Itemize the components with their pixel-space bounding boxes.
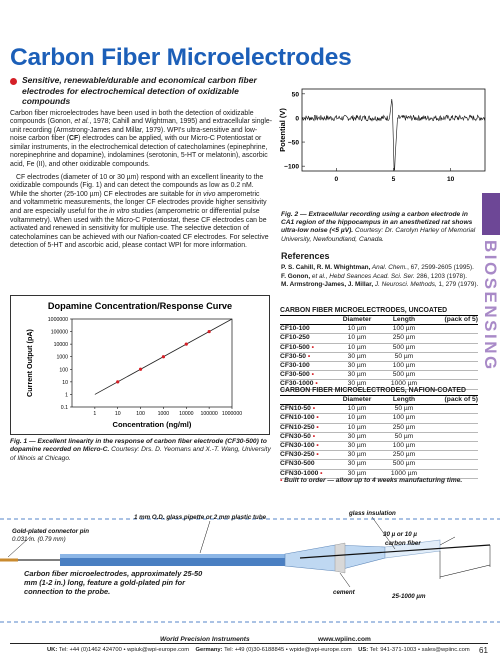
y-tick-label: 100000 bbox=[50, 329, 68, 336]
references-section bbox=[281, 251, 481, 290]
length-dimension-line bbox=[440, 565, 490, 577]
table-header bbox=[280, 316, 478, 325]
built-to-order-marker: • bbox=[309, 343, 314, 351]
headline: Sensitive, renewable/durable and economical carbon fiber electrodes for electrochemical detection of oxidizable compounds bbox=[22, 75, 257, 106]
diameter-cell: 30 µm bbox=[347, 432, 367, 440]
product-code: CFN10-250 • bbox=[280, 423, 319, 431]
column-header-pack: (pack of 5) bbox=[444, 316, 478, 323]
length-cell: 50 µm bbox=[394, 405, 414, 413]
x-tick-label: 0 bbox=[334, 176, 339, 183]
tip-length-label: 25-1000 µm bbox=[392, 593, 426, 600]
y-tick-label: 0.1 bbox=[60, 405, 68, 411]
table-row bbox=[280, 451, 478, 460]
bullet-icon bbox=[10, 78, 17, 85]
connector-pin bbox=[0, 559, 18, 562]
cement-band bbox=[335, 543, 345, 573]
page-title: Carbon Fiber Microelectrodes bbox=[10, 44, 352, 71]
diameter-cell: 10 µm bbox=[347, 325, 367, 333]
product-code: CF10-250 bbox=[280, 334, 310, 342]
figure-2-caption: Fig. 2 — Extracellular recording using a carbon electrode in CA1 region of the hippocampus in an anesthetized rat shows ultra-low noise (<5 µV). Courtesy: Dr. Carolyn Harley of Memorial University, Newfoundland, Canada. bbox=[281, 211, 476, 243]
table-row bbox=[280, 424, 478, 433]
cement-leader bbox=[340, 573, 350, 587]
diameter-cell: 10 µm bbox=[347, 423, 367, 431]
dose-x-ticks bbox=[93, 407, 242, 417]
footer-contacts: UK: Tel: +44 (0)1462 424700 • wpiuk@wpi-europe.com Germany: Tel: +49 (0)30-6188845 • wpide@wpi-europe.com US: Tel: 941-371-1003 • sales@wpiinc.com bbox=[47, 647, 470, 653]
reference-item: F. Gonon, et al., Hebd Seances Acad. Sci. Ser. 286, 1203 (1978). bbox=[281, 272, 468, 280]
length-cell: 250 µm bbox=[392, 423, 416, 431]
built-to-order-marker: • bbox=[314, 423, 319, 431]
diameter-cell: 10 µm bbox=[347, 405, 367, 413]
data-point bbox=[208, 330, 211, 333]
nafion-table bbox=[280, 387, 478, 479]
column-header-length: Length bbox=[392, 396, 416, 403]
length-cell: 100 µm bbox=[392, 414, 416, 422]
recording-y-axis-label: Potential (V) bbox=[278, 108, 287, 152]
data-point bbox=[162, 355, 165, 358]
dose-x-axis-label: Concentration (ng/ml) bbox=[112, 420, 192, 429]
length-cell: 250 µm bbox=[392, 451, 416, 459]
recording-chart bbox=[276, 86, 490, 204]
y-tick-label: 0 bbox=[295, 115, 299, 123]
built-to-order-marker: • bbox=[314, 442, 319, 450]
reference-item: P. S. Cahill, R. M. Whightman, Anal. Chem., 67, 2599-2605 (1995). bbox=[281, 264, 474, 271]
nafion-table-title: CARBON FIBER MICROELECTRODES, NAFION-COATED bbox=[280, 387, 478, 396]
length-cell: 250 µm bbox=[392, 334, 416, 342]
x-tick-label: 10 bbox=[447, 176, 455, 183]
cement-label: cement bbox=[333, 589, 355, 596]
y-tick-label: −100 bbox=[284, 163, 299, 171]
product-code: CF30-500 • bbox=[280, 371, 314, 379]
length-cell: 50 µm bbox=[394, 352, 414, 360]
data-point bbox=[116, 380, 119, 383]
data-point bbox=[139, 368, 142, 371]
uncoated-table bbox=[280, 307, 478, 390]
carbon-fiber-label: carbon fiber bbox=[385, 540, 421, 547]
built-to-order-marker: • bbox=[314, 414, 319, 422]
y-tick-label: 50 bbox=[291, 91, 299, 99]
table-row bbox=[280, 433, 478, 442]
fiber-leader bbox=[440, 537, 455, 545]
table-row bbox=[280, 460, 478, 469]
table-row bbox=[280, 353, 478, 362]
table-row bbox=[280, 334, 478, 343]
product-code: CF30-50 • bbox=[280, 352, 311, 360]
x-tick-label: 100 bbox=[136, 411, 145, 417]
electrode-description: Carbon fiber microelectrodes, approximately 25-50 mm (1-2 in.) long, feature a gold-plated pin for connection to the probe. bbox=[24, 569, 203, 597]
intro-paragraph-2: CF electrodes (diameter of 10 or 30 µm) respond with an excellent linearity to the oxidizable compounds (Fig. 1) and can detect the compounds as low as 0.2 nM. While the shorter (25-100 µm) CF electrodes are suitable for in vivo amperometric and voltammetric measurements, the longer CF electrodes provide higher sensitivity and are especially useful for the in vitro studies (amperometric or differential pulse voltammetry). When used with the Micro-C Potentiostat, these CF electrodes can be activated and renewed in sensitivity for multiple use. The selective detection of catecholamines can be achieved with our Nafion-coated CF electrodes. For selective detection of 5-HT and ascorbic acid, please contact WPI for more information. bbox=[10, 173, 269, 250]
y-tick-label: 1000 bbox=[56, 354, 68, 361]
references-title: References bbox=[281, 251, 330, 261]
table-row bbox=[280, 442, 478, 451]
product-code: CF10-100 bbox=[280, 325, 310, 333]
product-code: CFN10-50 • bbox=[280, 405, 316, 413]
table-row bbox=[280, 414, 478, 423]
insulation-label: glass insulation bbox=[349, 510, 396, 517]
dose-response-chart bbox=[10, 295, 270, 435]
dose-chart-title: Dopamine Concentration/Response Curve bbox=[47, 301, 233, 311]
section-tab bbox=[478, 240, 500, 410]
length-cell: 500 µm bbox=[392, 371, 416, 379]
column-header-diameter: Diameter bbox=[342, 316, 372, 323]
x-tick-label: 10000 bbox=[179, 411, 194, 417]
length-cell: 1000 µm bbox=[390, 469, 418, 477]
column-header-diameter: Diameter bbox=[342, 396, 372, 403]
footer-company: World Precision Instruments bbox=[160, 636, 250, 643]
intro-paragraph-1: Carbon fiber microelectrodes have been used in both the detection of oxidizable compounds (Gonon, et al., 1978; Cahill and Wightman, 1995) and extracellular single-unit recording (Armstrong-James and Millar, 1979). WPI's ultra-sensitive and low-noise carbon fiber (CF) electrodes can be applied, with our Micro-C Potentiostat or similar instruments, in the electrochemical detection of catecholamines (epinephrine, norepinephrine and dopamine), indolamines (serotonin, 5-HT or melatonin), ascorbic acid, Fe (II), and other oxidizable compounds. bbox=[10, 109, 273, 169]
section-tab-label: BIOSENSING bbox=[481, 240, 500, 372]
diameter-cell: 30 µm bbox=[347, 380, 367, 388]
y-tick-label: 1000000 bbox=[47, 317, 68, 323]
built-to-order-marker: • bbox=[318, 469, 323, 477]
headline-row bbox=[10, 75, 272, 107]
table-header bbox=[280, 396, 478, 405]
page-number: 61 bbox=[479, 646, 488, 655]
built-to-order-note: • Built to order — allow up to 4 weeks manufacturing time. bbox=[280, 477, 463, 484]
x-tick-label: 10 bbox=[114, 411, 121, 417]
diameter-cell: 30 µm bbox=[347, 362, 367, 370]
x-tick-label: 1000 bbox=[157, 411, 170, 417]
fiber-diameter-label: 30 µ or 10 µ bbox=[383, 531, 417, 538]
diameter-cell: 30 µm bbox=[347, 442, 367, 450]
diameter-cell: 30 µm bbox=[347, 469, 367, 477]
glass-pipette-highlight bbox=[60, 554, 285, 558]
section-tab-marker bbox=[482, 193, 500, 235]
table-row bbox=[280, 362, 478, 371]
built-to-order-marker: • bbox=[309, 371, 314, 379]
x-tick-label: 1 bbox=[93, 411, 97, 417]
product-code: CFN30-250 • bbox=[280, 451, 319, 459]
footer-website[interactable]: www.wpiinc.com bbox=[318, 636, 371, 643]
diameter-cell: 30 µm bbox=[347, 460, 367, 468]
built-to-order-marker: • bbox=[310, 405, 316, 413]
product-code: CFN30-50 • bbox=[280, 432, 316, 440]
uncoated-table-body bbox=[280, 325, 478, 389]
table-row bbox=[280, 325, 478, 334]
length-cell: 500 µm bbox=[392, 460, 416, 468]
product-code: CF10-500 • bbox=[280, 343, 314, 351]
x-tick-label: 1000000 bbox=[221, 411, 243, 417]
built-to-order-marker: • bbox=[306, 352, 311, 360]
product-code: CFN10-100 • bbox=[280, 414, 319, 422]
recording-trace bbox=[302, 99, 485, 170]
length-cell: 500 µm bbox=[392, 343, 416, 351]
connector-pin-dimension: 0.031 in. (0.79 mm) bbox=[12, 536, 66, 543]
table-row bbox=[280, 405, 478, 414]
intro-section bbox=[10, 75, 272, 251]
diameter-cell: 30 µm bbox=[347, 371, 367, 379]
diameter-cell: 10 µm bbox=[347, 334, 367, 342]
x-tick-label: 100000 bbox=[200, 411, 218, 417]
built-to-order-marker: • bbox=[310, 432, 316, 440]
figure-1-caption: Fig. 1 — Excellent linearity in the response of carbon fiber electrode (CF30-500) to dopamine recorded on Micro-C. Courtesy: Drs. D. Yeomans and X.-T. Wang, University of Illinois at Chicago. bbox=[10, 438, 271, 462]
y-tick-label: 10 bbox=[62, 379, 68, 386]
y-tick-label: 1 bbox=[65, 392, 68, 399]
glass-leader bbox=[200, 521, 210, 553]
built-to-order-marker: • bbox=[314, 451, 319, 459]
reference-item: M. Armstrong-James, J. Millar, J. Neurosci. Methods, 1, 279 (1979). bbox=[281, 281, 479, 289]
connector-pin-label: Gold-plated connector pin bbox=[12, 528, 89, 535]
length-cell: 100 µm bbox=[392, 442, 416, 450]
column-header-pack: (pack of 5) bbox=[444, 396, 478, 403]
product-code: CF30-1000 • bbox=[280, 380, 318, 388]
nafion-table-body bbox=[280, 405, 478, 479]
y-tick-label: −50 bbox=[287, 139, 299, 147]
diameter-cell: 30 µm bbox=[347, 352, 367, 360]
product-code: CFN30-1000 • bbox=[280, 469, 323, 477]
product-code: CFN30-100 • bbox=[280, 442, 319, 450]
dose-y-axis-label: Current Output (pA) bbox=[25, 329, 34, 397]
product-code: CFN30-500 bbox=[280, 460, 315, 468]
length-cell: 50 µm bbox=[394, 432, 414, 440]
diameter-cell: 10 µm bbox=[347, 343, 367, 351]
length-cell: 1000 µm bbox=[390, 380, 418, 388]
uncoated-table-title: CARBON FIBER MICROELECTRODES, UNCOATED bbox=[280, 307, 478, 316]
data-point bbox=[185, 343, 188, 346]
glass-pipette-label: 1 mm O.D. glass pipette or 2 mm plastic tube bbox=[134, 514, 267, 521]
diameter-cell: 30 µm bbox=[347, 451, 367, 459]
diameter-cell: 10 µm bbox=[347, 414, 367, 422]
x-tick-label: 5 bbox=[391, 176, 396, 183]
table-row bbox=[280, 344, 478, 353]
column-header-length: Length bbox=[392, 316, 416, 323]
dose-data-points bbox=[116, 330, 211, 383]
table-row bbox=[280, 371, 478, 380]
length-cell: 100 µm bbox=[392, 362, 416, 370]
dose-y-ticks bbox=[48, 317, 72, 411]
y-tick-label: 10000 bbox=[53, 342, 68, 349]
y-tick-label: 100 bbox=[59, 367, 68, 374]
product-code: CF30-100 bbox=[280, 362, 310, 370]
footer-divider bbox=[10, 643, 488, 644]
length-cell: 100 µm bbox=[392, 325, 416, 333]
built-to-order-marker: • bbox=[313, 380, 318, 388]
